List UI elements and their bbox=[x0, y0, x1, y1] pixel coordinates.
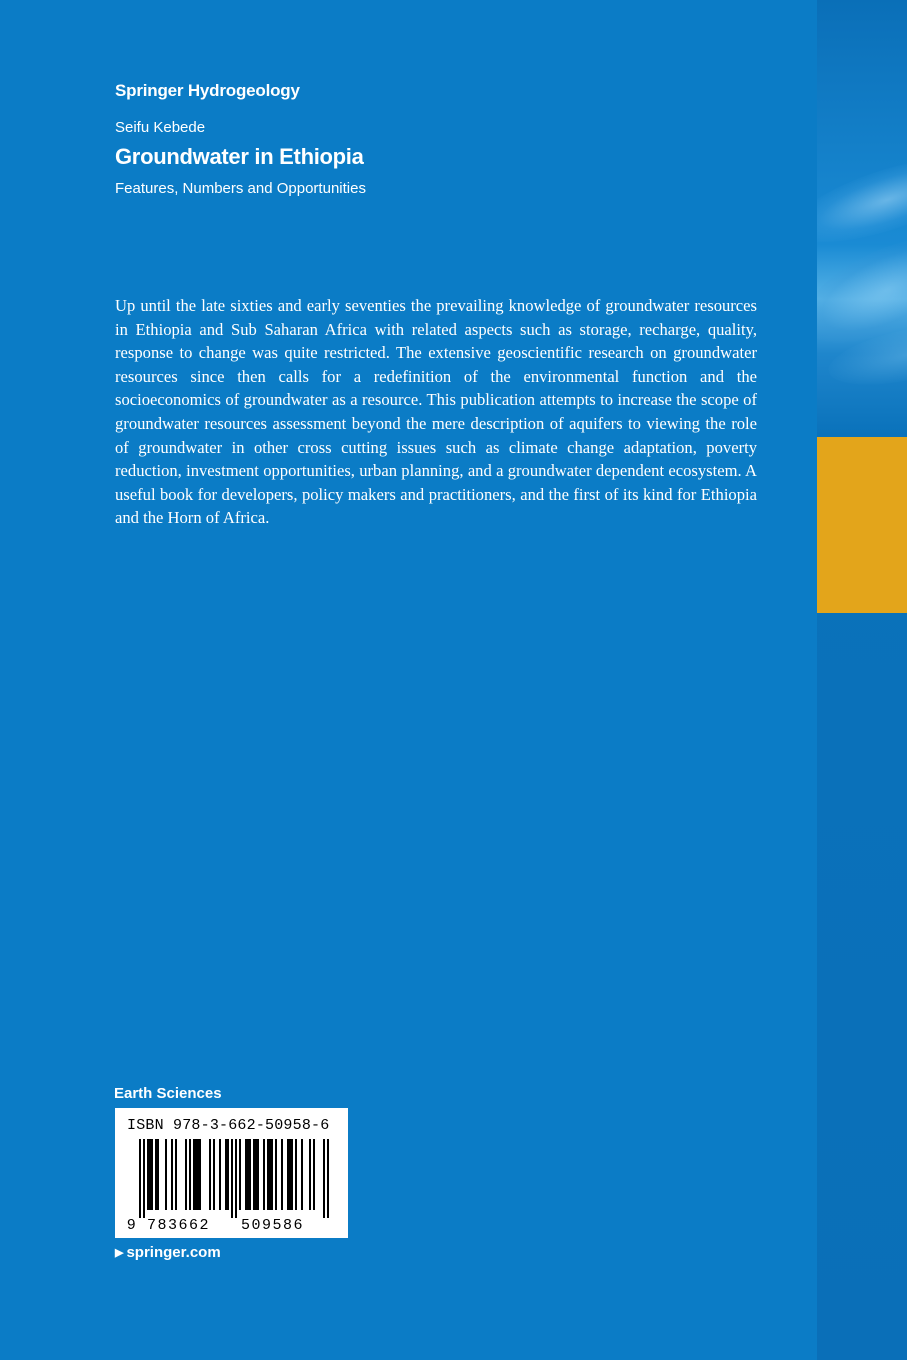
barcode-bar bbox=[227, 1139, 229, 1210]
spine-accent-band bbox=[817, 437, 907, 613]
barcode-bar bbox=[155, 1139, 157, 1210]
barcode-bar bbox=[269, 1139, 271, 1210]
barcode-bar bbox=[235, 1139, 237, 1218]
barcode-bar bbox=[257, 1139, 259, 1210]
water-highlight bbox=[817, 141, 907, 260]
barcode-bar bbox=[149, 1139, 151, 1210]
barcode-bar bbox=[231, 1139, 233, 1218]
barcode-bar bbox=[147, 1139, 149, 1210]
book-description: Up until the late sixties and early seventies the prevailing knowledge of groundwater resources in Ethiopia and Sub Saharan Africa with related aspects such as storage, recharge, quality, response to change was quite restricted. The extensive geoscientific research on groundwater resources since then calls for a redefinition of the environmental function and the socioeconomics of groundwater as a resource. This publication attempts to increase the scope of groundwater resources assessment beyond the mere description of aquifers to viewing the role of groundwater in other cross cutting issues such as climate change adaptation, poverty reduction, investment opportunities, urban planning, and a groundwater dependent ecosystem. A useful book for developers, policy makers and practitioners, and the first of its kind for Ethiopia and the Horn of Africa. bbox=[115, 296, 757, 528]
barcode-digits-left: 783662 bbox=[147, 1217, 211, 1234]
barcode-bar bbox=[287, 1139, 289, 1210]
isbn-barcode bbox=[115, 1108, 348, 1238]
isbn-text: ISBN 978-3-662-50958-6 bbox=[127, 1117, 330, 1134]
subject-category: Earth Sciences bbox=[114, 1085, 222, 1102]
barcode-bar bbox=[185, 1139, 187, 1210]
barcode-bar bbox=[225, 1139, 227, 1210]
barcode-bar bbox=[199, 1139, 201, 1210]
barcode-bar bbox=[255, 1139, 257, 1210]
barcode-digit-prefix: 9 bbox=[126, 1217, 138, 1234]
barcode-bar bbox=[165, 1139, 167, 1210]
barcode-bar bbox=[195, 1139, 197, 1210]
book-subtitle: Features, Numbers and Opportunities bbox=[115, 180, 366, 197]
triangle-right-icon: ▶ bbox=[115, 1247, 124, 1259]
barcode-bar bbox=[253, 1139, 255, 1210]
barcode-bar bbox=[213, 1139, 215, 1210]
barcode-bar bbox=[219, 1139, 221, 1210]
barcode-bar bbox=[239, 1139, 241, 1210]
barcode-bar bbox=[171, 1139, 173, 1210]
barcode-bar bbox=[193, 1139, 195, 1210]
barcode-bar bbox=[295, 1139, 297, 1210]
barcode-bar bbox=[263, 1139, 265, 1210]
barcode-bar bbox=[249, 1139, 251, 1210]
series-name: Springer Hydrogeology bbox=[115, 81, 300, 100]
barcode-bar bbox=[301, 1139, 303, 1210]
website-label: springer.com bbox=[126, 1244, 221, 1261]
barcode-bar bbox=[175, 1139, 177, 1210]
springer-website-link[interactable] bbox=[115, 1244, 221, 1261]
barcode-bar bbox=[143, 1139, 145, 1218]
barcode-bar bbox=[139, 1139, 141, 1218]
barcode-bar bbox=[313, 1139, 315, 1210]
author-name: Seifu Kebede bbox=[115, 119, 206, 136]
barcode-bar bbox=[245, 1139, 247, 1210]
barcode-bar bbox=[275, 1139, 277, 1210]
barcode-bar bbox=[323, 1139, 325, 1218]
barcode-bar bbox=[157, 1139, 159, 1210]
barcode-bar bbox=[151, 1139, 153, 1210]
spine-artwork bbox=[817, 0, 907, 1360]
barcode-bar bbox=[327, 1139, 329, 1218]
barcode-digits-right: 509586 bbox=[241, 1217, 305, 1234]
barcode-bar bbox=[309, 1139, 311, 1210]
book-title: Groundwater in Ethiopia bbox=[115, 144, 364, 169]
barcode-bar bbox=[209, 1139, 211, 1210]
barcode-bar bbox=[289, 1139, 291, 1210]
barcode-bar bbox=[267, 1139, 269, 1210]
barcode-bar bbox=[247, 1139, 249, 1210]
barcode-bar bbox=[281, 1139, 283, 1210]
barcode-bar bbox=[271, 1139, 273, 1210]
barcode-bar bbox=[197, 1139, 199, 1210]
barcode-bar bbox=[291, 1139, 293, 1210]
barcode-bar bbox=[189, 1139, 191, 1210]
